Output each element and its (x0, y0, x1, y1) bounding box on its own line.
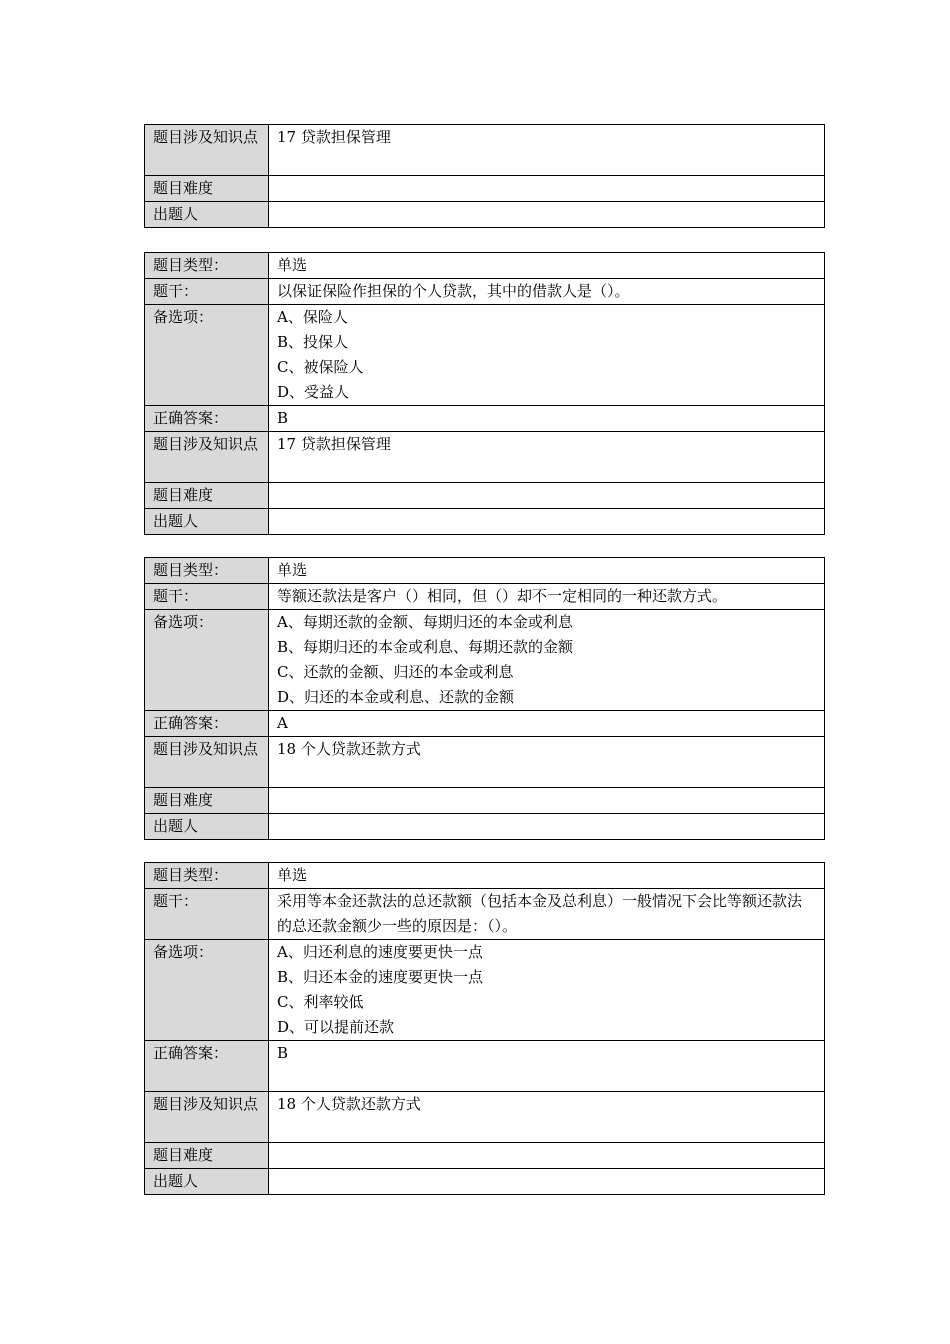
difficulty-value (269, 483, 825, 509)
answer-value: B (269, 1041, 825, 1092)
question-table-3 (144, 862, 825, 1195)
difficulty-label: 题目难度 (145, 1143, 269, 1169)
difficulty-value (269, 788, 825, 814)
knowledge-row (145, 125, 825, 176)
author-value (269, 202, 825, 228)
options-list (269, 610, 825, 711)
stem-row (145, 279, 825, 305)
author-label: 出题人 (145, 202, 269, 228)
stem-row (145, 889, 825, 940)
knowledge-value: 18 个人贷款还款方式 (269, 737, 825, 788)
stem-label: 题干： (145, 584, 269, 610)
answer-row (145, 1041, 825, 1092)
option-a: A、每期还款的金额、每期归还的本金或利息 (277, 613, 573, 631)
answer-value: B (269, 406, 825, 432)
author-row (145, 509, 825, 535)
difficulty-value (269, 176, 825, 202)
stem-value: 采用等本金还款法的总还款额（包括本金及总利息）一般情况下会比等额还款法的总还款金额少一些的原因是：（）。 (269, 889, 825, 940)
difficulty-label: 题目难度 (145, 176, 269, 202)
option-a: A、归还利息的速度要更快一点 (277, 943, 483, 961)
stem-value: 等额还款法是客户（）相同，但（）却不一定相同的一种还款方式。 (269, 584, 825, 610)
question-table-1 (144, 252, 825, 535)
difficulty-row (145, 483, 825, 509)
type-label: 题目类型： (145, 558, 269, 584)
options-row (145, 940, 825, 1041)
type-value: 单选 (269, 253, 825, 279)
difficulty-label: 题目难度 (145, 483, 269, 509)
option-b: B、每期归还的本金或利息、每期还款的金额 (277, 638, 574, 656)
knowledge-label: 题目涉及知识点 (145, 737, 269, 788)
author-value (269, 814, 825, 840)
answer-row (145, 711, 825, 737)
option-b: B、投保人 (277, 333, 349, 351)
author-label: 出题人 (145, 509, 269, 535)
option-d: D、归还的本金或利息、还款的金额 (277, 688, 515, 706)
author-row (145, 814, 825, 840)
knowledge-value: 18 个人贷款还款方式 (269, 1092, 825, 1143)
difficulty-label: 题目难度 (145, 788, 269, 814)
type-value: 单选 (269, 863, 825, 889)
question-tail-table (144, 124, 825, 228)
options-label: 备选项： (145, 610, 269, 711)
difficulty-row (145, 788, 825, 814)
author-row (145, 202, 825, 228)
knowledge-label: 题目涉及知识点 (145, 1092, 269, 1143)
knowledge-value: 17 贷款担保管理 (269, 432, 825, 483)
difficulty-value (269, 1143, 825, 1169)
stem-value: 以保证保险作担保的个人贷款，其中的借款人是（）。 (269, 279, 825, 305)
knowledge-value: 17 贷款担保管理 (269, 125, 825, 176)
author-row (145, 1169, 825, 1195)
options-list (269, 940, 825, 1041)
type-label: 题目类型： (145, 863, 269, 889)
options-list (269, 305, 825, 406)
stem-label: 题干： (145, 889, 269, 940)
difficulty-row (145, 176, 825, 202)
stem-row (145, 584, 825, 610)
knowledge-row (145, 432, 825, 483)
knowledge-label: 题目涉及知识点 (145, 125, 269, 176)
stem-label: 题干： (145, 279, 269, 305)
options-label: 备选项： (145, 305, 269, 406)
option-d: D、可以提前还款 (277, 1018, 395, 1036)
answer-value: A (269, 711, 825, 737)
answer-label: 正确答案： (145, 711, 269, 737)
options-row (145, 305, 825, 406)
options-label: 备选项： (145, 940, 269, 1041)
author-value (269, 509, 825, 535)
author-label: 出题人 (145, 1169, 269, 1195)
option-a: A、保险人 (277, 308, 348, 326)
knowledge-label: 题目涉及知识点 (145, 432, 269, 483)
difficulty-row (145, 1143, 825, 1169)
author-value (269, 1169, 825, 1195)
type-row (145, 253, 825, 279)
knowledge-row (145, 737, 825, 788)
option-d: D、受益人 (277, 383, 350, 401)
type-value: 单选 (269, 558, 825, 584)
type-row (145, 863, 825, 889)
answer-row (145, 406, 825, 432)
answer-label: 正确答案： (145, 1041, 269, 1092)
author-label: 出题人 (145, 814, 269, 840)
options-row (145, 610, 825, 711)
option-c: C、还款的金额、归还的本金或利息 (277, 663, 514, 681)
option-c: C、利率较低 (277, 993, 364, 1011)
knowledge-row (145, 1092, 825, 1143)
question-table-2 (144, 557, 825, 840)
type-row (145, 558, 825, 584)
option-b: B、归还本金的速度要更快一点 (277, 968, 484, 986)
option-c: C、被保险人 (277, 358, 364, 376)
type-label: 题目类型： (145, 253, 269, 279)
answer-label: 正确答案： (145, 406, 269, 432)
